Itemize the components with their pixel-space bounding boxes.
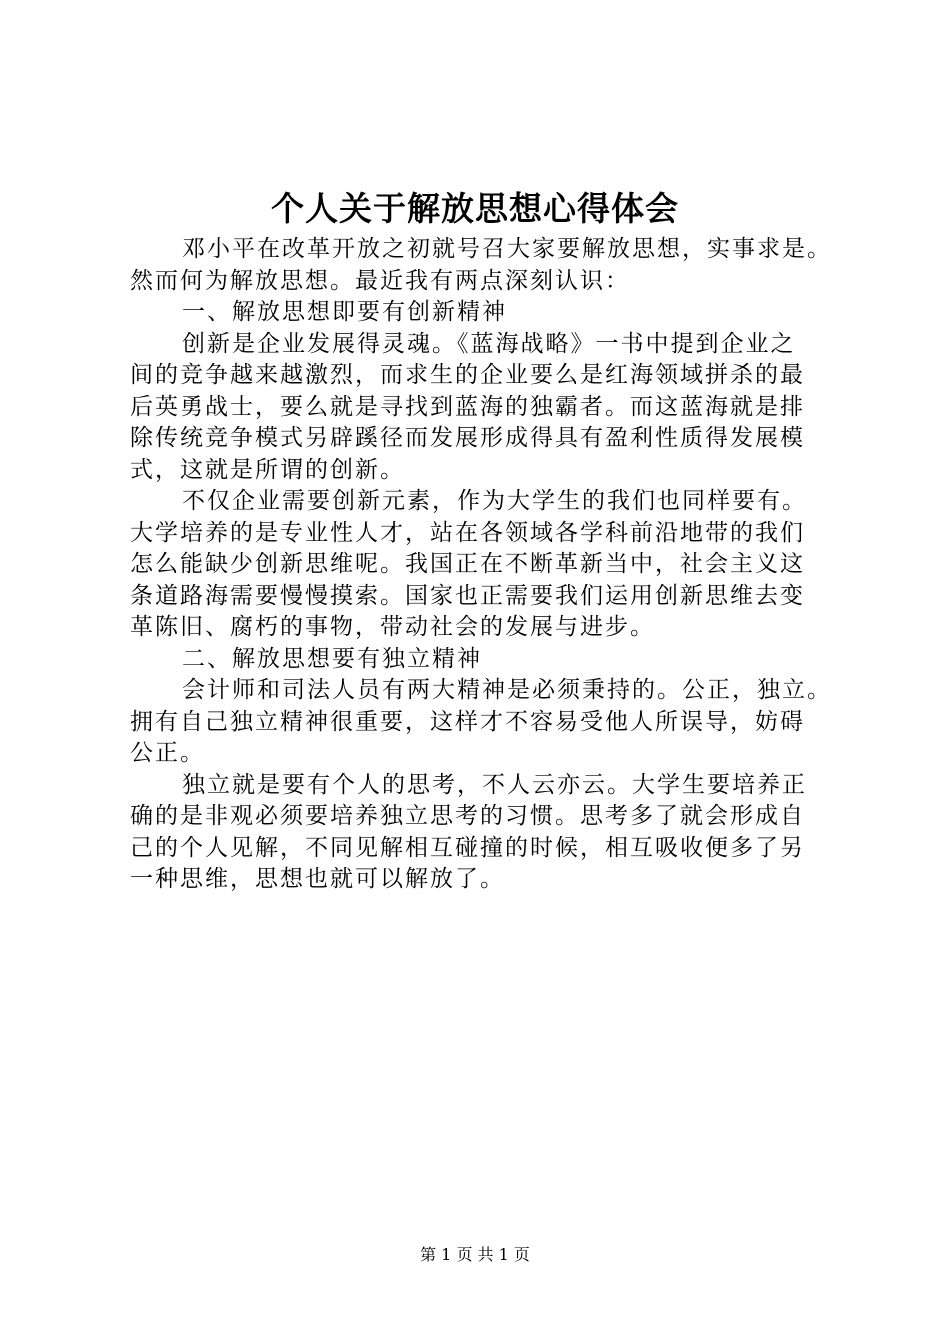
page-number-footer: 第 1 页 共 1 页 bbox=[420, 1245, 530, 1264]
body-line: 后英勇战士，要么就是寻找到蓝海的独霸者。而这蓝海就是排 bbox=[130, 393, 805, 420]
body-line: 条道路海需要慢慢摸索。国家也正需要我们运用创新思维去变 bbox=[130, 582, 805, 609]
body-line: 独立就是要有个人的思考，不人云亦云。大学生要培养正 bbox=[182, 771, 807, 798]
body-line: 除传统竞争模式另辟蹊径而发展形成得具有盈利性质得发展模 bbox=[130, 425, 805, 451]
document-title: 个人关于解放思想心得体会 bbox=[271, 189, 679, 228]
section-heading: 二、解放思想要有独立精神 bbox=[182, 645, 482, 672]
body-line: 然而何为解放思想。最近我有两点深刻认识： bbox=[130, 267, 630, 294]
body-line: 式，这就是所谓的创新。 bbox=[130, 456, 405, 483]
body-line: 大学培养的是专业性人才，站在各领域各学科前沿地带的我们 bbox=[130, 519, 805, 546]
body-line: 邓小平在改革开放之初就号召大家要解放思想，实事求是。 bbox=[182, 236, 832, 262]
body-line: 间的竞争越来越激烈，而求生的企业要么是红海领域拼杀的最 bbox=[130, 362, 805, 388]
body-line: 确的是非观必须要培养独立思考的习惯。思考多了就会形成自 bbox=[130, 803, 805, 829]
body-line: 拥有自己独立精神很重要，这样才不容易受他人所误导，妨碍 bbox=[130, 708, 805, 735]
body-line: 不仅企业需要创新元素，作为大学生的我们也同样要有。 bbox=[182, 488, 807, 514]
section-heading: 一、解放思想即要有创新精神 bbox=[182, 299, 507, 325]
document-body bbox=[130, 234, 846, 896]
body-line: 公正。 bbox=[130, 740, 205, 766]
body-line: 会计师和司法人员有两大精神是必须秉持的。公正，独立。 bbox=[182, 677, 832, 703]
body-line: 革陈旧、腐朽的事物，带动社会的发展与进步。 bbox=[130, 614, 655, 640]
body-line: 己的个人见解，不同见解相互碰撞的时候，相互吸收便多了另 bbox=[130, 834, 805, 861]
body-line: 一种思维，思想也就可以解放了。 bbox=[130, 866, 505, 892]
body-line: 怎么能缺少创新思维呢。我国正在不断革新当中，社会主义这 bbox=[130, 551, 805, 577]
body-line: 创新是企业发展得灵魂。《蓝海战略》一书中提到企业之 bbox=[182, 330, 796, 357]
